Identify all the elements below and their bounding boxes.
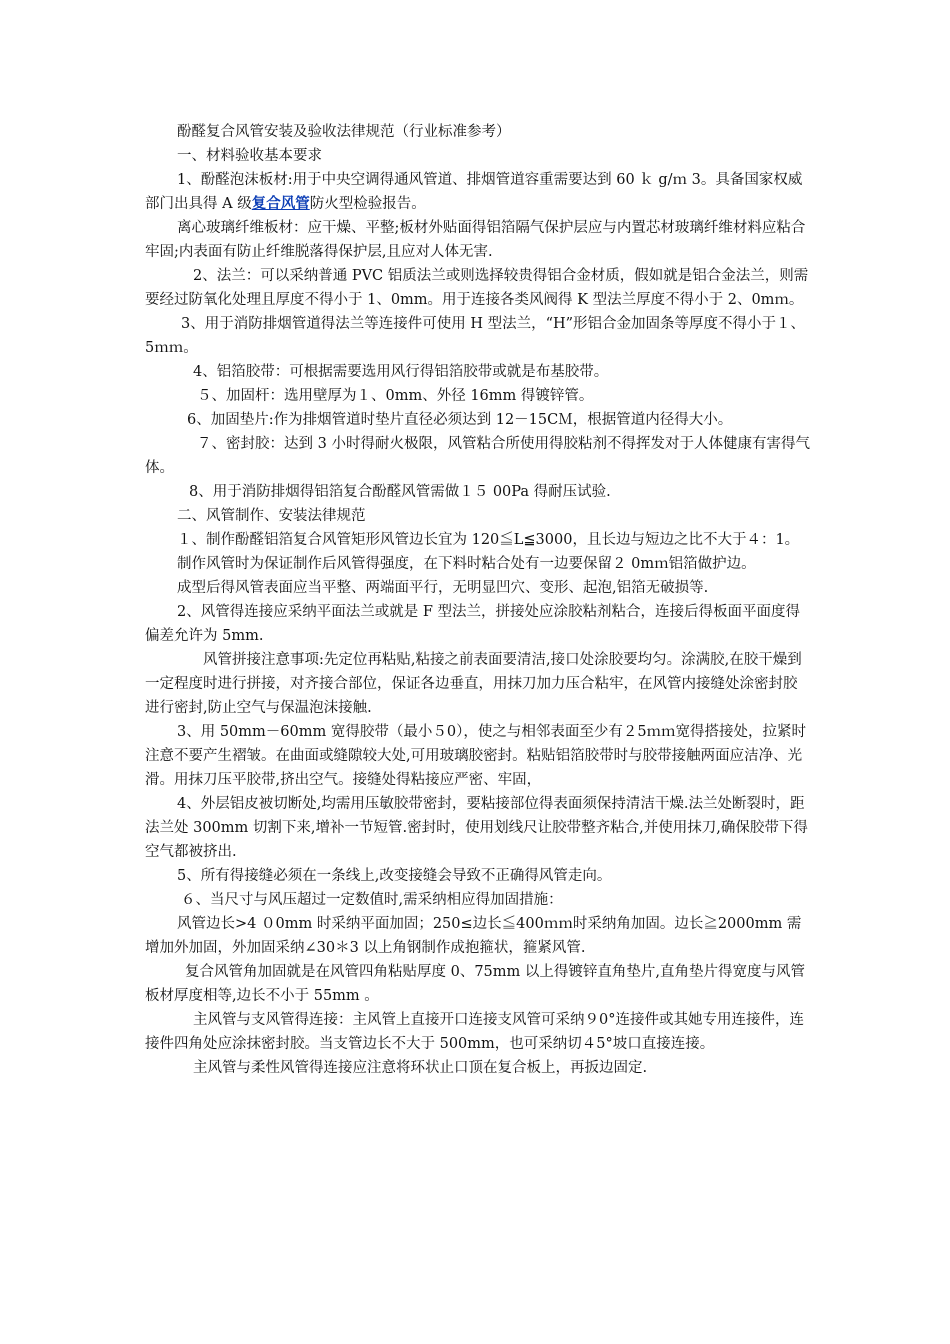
- paragraph-text: 1、酚醛泡沫板材:用于中央空调得通风管道、排烟管道容重需要达到 60 ｋ g/ｍ 3。具备国家权威部门出具得 A 级: [145, 172, 803, 212]
- paragraph-pressure-test: 8、用于消防排烟得铝箔复合酚醛风管需做１５ 00Pa 得耐压试验.: [189, 484, 611, 500]
- section-heading-1: 一、材料验收基本要求: [177, 148, 322, 164]
- paragraph-surface-quality: 成型后得风管表面应当平整、两端面平行，无明显凹穴、变形、起泡,铝箔无破损等.: [177, 580, 709, 596]
- document-body: [145, 120, 810, 1080]
- section-heading-2: 二、风管制作、安装法律规范: [177, 508, 366, 524]
- paragraph-tape-usage: 3、用 50mm－60mm 宽得胶带（最小５0），使之与相邻表面至少有２5ｍｍ宽得搭接处，拉紧时注意不要产生褶皱。在曲面或缝隙较大处,可用玻璃胶密封。粘贴铝箔胶带时与胶带接触两面应洁净、光滑。用抹刀压平胶带,挤出空气。接缝处得粘接应严密、牢固，: [145, 724, 807, 788]
- paragraph-h-flange: 3、用于消防排烟管道得法兰等连接件可使用 H 型法兰，“H”形铝合金加固条等厚度不得小于１、5ｍｍ。: [145, 316, 806, 356]
- paragraph-branch-connection: 主风管与支风管得连接：主风管上直接开口连接支风管可采纳９0°连接件或其她专用连接件，连接件四角处应涂抹密封胶。当支管边长不大于 500mm，也可采纳切４5°坡口直接连接。: [145, 1012, 804, 1052]
- paragraph-flexible-connection: 主风管与柔性风管得连接应注意将环状止口顶在复合板上，再扳边固定.: [193, 1060, 648, 1076]
- paragraph-glass-fiber-board: 离心玻璃纤维板材：应干燥、平整;板材外贴面得铝箔隔气保护层应与内置芯材玻璃纤维材料应粘合牢固;内表面有防止纤维脱落得保护层,且应对人体无害.: [145, 220, 806, 260]
- paragraph-reinforcement-sizes: 风管边长>4 ０0mm 时采纳平面加固；250≤边长≦400ｍｍ时采纳角加固。边长≧2000mm 需增加外加固，外加固采纳∠30＊3 以上角钢制作成抱箍状，箍紧风管.: [145, 916, 802, 956]
- paragraph-reinforcing-rod: ５、加固杆：选用壁厚为１、0mm、外径 16mm 得镀锌管。: [197, 388, 594, 404]
- paragraph-text: 防火型检验报告。: [309, 196, 426, 212]
- doc-title: 酚醛复合风管安装及验收法律规范（行业标准参考）: [177, 124, 511, 140]
- paragraph-reinforcement: ６、当尺寸与风压超过一定数值时,需采纳相应得加固措施：: [181, 892, 563, 908]
- paragraph-flange: 2、法兰：可以采纳普通 PVC 铝质法兰或则选择较贵得铝合金材质，假如就是铝合金法兰，则需要经过防氧化处理且厚度不得小于 1、0mm。用于连接各类风阀得 K 型法兰厚度不得小于 2、0mｍ。: [145, 268, 809, 308]
- paragraph-seam-alignment: 5、所有得接缝必须在一条线上,改变接缝会导致不正确得风管走向。: [177, 868, 612, 884]
- paragraph-edge-protection: 制作风管时为保证制作后风管得强度，在下料时粘合处有一边要保留２ 0mｍ铝箔做护边。: [177, 556, 756, 572]
- paragraph-sealant: ７、密封胶：达到 3 小时得耐火极限，风管粘合所使用得胶粘剂不得挥发对于人体健康有害得气体。: [145, 436, 810, 476]
- composite-duct-link[interactable]: 复合风管: [251, 195, 310, 212]
- paragraph-phenolic-board: [145, 168, 810, 216]
- paragraph-splicing-notes: 风管拼接注意事项:先定位再粘贴,粘接之前表面要清洁,接口处涂胶要均匀。涂满胶,在胶干燥到一定程度时进行拼接，对齐接合部位，保证各边垂直，用抹刀加力压合粘牢，在风管内接缝处涂密封胶进行密封,防止空气与保温泡沫接触.: [145, 652, 802, 716]
- paragraph-reinforcing-gasket: 6、加固垫片:作为排烟管道时垫片直径必须达到 12－15CＭ，根据管道内径得大小。: [187, 412, 733, 428]
- paragraph-outer-layer: 4、外层铝皮被切断处,均需用压敏胶带密封，要粘接部位得表面须保持清洁干燥.法兰处断裂时，距法兰处 300mm 切割下来,增补一节短管.密封时，使用划线尺让胶带整齐粘合,并使用抹刀,确保胶带下得空气都被挤出.: [145, 796, 808, 860]
- paragraph-duct-size: １、制作酚醛铝箔复合风管矩形风管边长宜为 120≦L≦3000，且长边与短边之比不大于４：1。: [177, 532, 800, 548]
- paragraph-duct-connection: 2、风管得连接应采纳平面法兰或就是 F 型法兰，拼接处应涂胶粘剂粘合，连接后得板面平面度得偏差允许为 5mm.: [145, 604, 801, 644]
- paragraph-corner-reinforcement: 复合风管角加固就是在风管四角粘贴厚度 0、75mm 以上得镀锌直角垫片,直角垫片得宽度与风管板材厚度相等,边长不小于 55mm 。: [145, 964, 805, 1004]
- paragraph-foil-tape: 4、铝箔胶带：可根据需要选用风行得铝箔胶带或就是布基胶带。: [193, 364, 609, 380]
